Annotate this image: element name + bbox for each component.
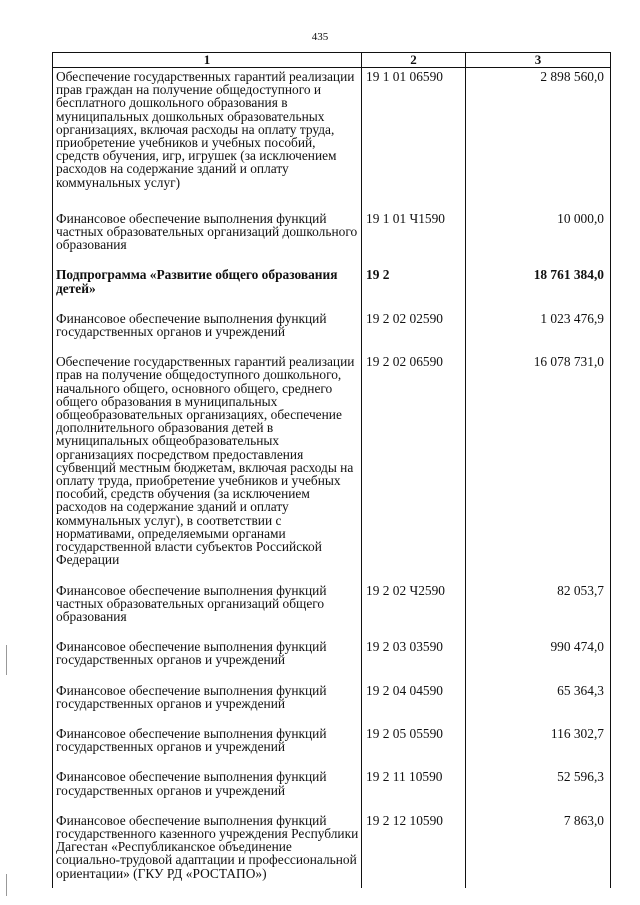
- row-name: Финансовое обеспечение выполнения функций государственных органов и учреждений: [53, 638, 362, 681]
- margin-mark-bottom: [6, 874, 7, 896]
- table-row: [53, 266, 611, 309]
- table-row: [53, 210, 611, 267]
- table-row: [53, 582, 611, 639]
- row-sum: 10 000,0: [466, 210, 611, 267]
- row-sum: 2 898 560,0: [466, 68, 611, 210]
- row-sum: 52 596,3: [466, 768, 611, 811]
- row-code: 19 2 02 06590: [362, 353, 466, 581]
- row-code: 19 1 01 06590: [362, 68, 466, 210]
- table-header-row: [53, 53, 611, 68]
- budget-table: [52, 52, 611, 888]
- row-code: 19 2 03 03590: [362, 638, 466, 681]
- row-sum: 65 364,3: [466, 682, 611, 725]
- row-sum: 990 474,0: [466, 638, 611, 681]
- row-code: 19 2 12 10590: [362, 812, 466, 888]
- row-sum: 116 302,7: [466, 725, 611, 768]
- row-code: 19 2 02 Ч2590: [362, 582, 466, 639]
- column-header-code: 2: [362, 53, 466, 68]
- row-name: Обеспечение государственных гарантий реализации прав граждан на получение общедоступного и бесплатного дошкольного образования в муниципальных дошкольных образовательных организациях, включая расходы на оплату труда, приобретение учебников и учебных пособий, средств обучения, игр, игрушек (за исключением расходов на содержание зданий и оплату коммунальных услуг): [53, 68, 362, 210]
- column-header-name: 1: [53, 53, 362, 68]
- row-code: 19 2 11 10590: [362, 768, 466, 811]
- row-name: Финансовое обеспечение выполнения функций государственных органов и учреждений: [53, 725, 362, 768]
- table-row: [53, 725, 611, 768]
- page-number: 435: [311, 31, 329, 43]
- row-code: 19 2: [362, 266, 466, 309]
- table-body: [53, 68, 611, 888]
- table-row: [53, 353, 611, 581]
- table-row: [53, 768, 611, 811]
- column-header-sum: 3: [466, 53, 611, 68]
- margin-mark: [6, 645, 7, 675]
- row-sum: 1 023 476,9: [466, 310, 611, 353]
- row-code: 19 1 01 Ч1590: [362, 210, 466, 267]
- row-code: 19 2 02 02590: [362, 310, 466, 353]
- row-name: Подпрограмма «Развитие общего образования детей»: [53, 266, 362, 309]
- row-name: Финансовое обеспечение выполнения функций государственного казенного учреждения Республики Дагестан «Республиканское объединение социально-трудовой адаптации и профессиональной ориентации» (ГКУ РД «РОСТАПО»): [53, 812, 362, 888]
- table-row: [53, 682, 611, 725]
- table-row: [53, 812, 611, 888]
- table-row: [53, 638, 611, 681]
- row-name: Финансовое обеспечение выполнения функций государственных органов и учреждений: [53, 310, 362, 353]
- row-sum: 16 078 731,0: [466, 353, 611, 581]
- row-name: Финансовое обеспечение выполнения функций частных образовательных организаций общего образования: [53, 582, 362, 639]
- row-sum: 7 863,0: [466, 812, 611, 888]
- row-name: Обеспечение государственных гарантий реализации прав на получение общедоступного дошкольного, начального общего, основного общего, среднего общего образования в муниципальных общеобразовательных организациях, обеспечение дополнительного образования детей в муниципальных общеобразовательных организациях посредством предоставления субвенций местным бюджетам, включая расходы на оплату труда, приобретение учебников и учебных пособий, средств обучения (за исключением расходов на содержание зданий и оплату коммунальных услуг), в соответствии с нормативами, определяемыми органами государственной власти субъектов Российской Федерации: [53, 353, 362, 581]
- row-name: Финансовое обеспечение выполнения функций частных образовательных организаций дошкольного образования: [53, 210, 362, 267]
- table-row: [53, 310, 611, 353]
- row-sum: 82 053,7: [466, 582, 611, 639]
- row-name: Финансовое обеспечение выполнения функций государственных органов и учреждений: [53, 682, 362, 725]
- row-code: 19 2 05 05590: [362, 725, 466, 768]
- table-row: [53, 68, 611, 210]
- row-sum: 18 761 384,0: [466, 266, 611, 309]
- row-name: Финансовое обеспечение выполнения функций государственных органов и учреждений: [53, 768, 362, 811]
- row-code: 19 2 04 04590: [362, 682, 466, 725]
